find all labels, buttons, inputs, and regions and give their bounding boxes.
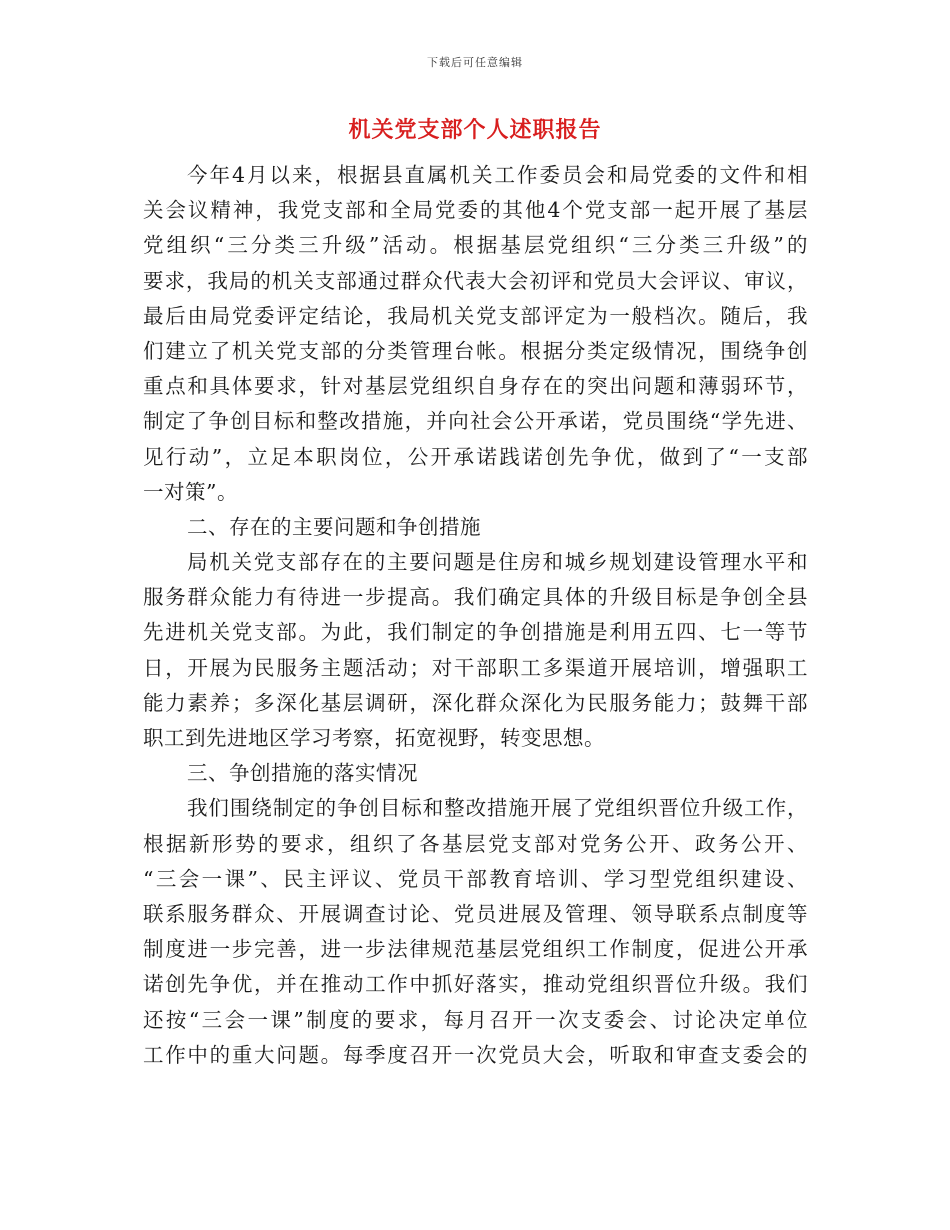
body-line: 们建立了机关党支部的分类管理台帐。根据分类定级情况，围绕争创 [143,338,808,363]
body-line: 根据新形势的要求，组织了各基层党支部对党务公开、政务公开、 [143,831,808,856]
header-note: 下载后可任意编辑 [427,56,523,69]
body-line: 还按“三会一课”制度的要求，每月召开一次支委会、讨论决定单位 [143,1007,808,1032]
body-line: 制定了争创目标和整改措施，并向社会公开承诺，党员围绕“学先进、 [143,409,808,434]
section-heading: 三、争创措施的落实情况 [187,761,418,786]
body-line: 能力素养；多深化基层调研，深化群众深化为民服务能力；鼓舞干部 [143,690,808,715]
body-line: 要求，我局的机关支部通过群众代表大会初评和党员大会评议、审议， [143,268,808,293]
body-line: 最后由局党委评定结论，我局机关党支部评定为一般档次。随后，我 [143,303,808,328]
body-line: 日，开展为民服务主题活动；对干部职工多渠道开展培训，增强职工 [143,655,808,680]
body-line: 工作中的重大问题。每季度召开一次党员大会，听取和审查支委会的 [143,1042,808,1067]
body-line: 重点和具体要求，针对基层党组织自身存在的突出问题和薄弱环节， [143,374,808,399]
document-body [143,158,808,1073]
body-line: 今年4月以来，根据县直属机关工作委员会和局党委的文件和相 [187,163,808,187]
body-line: 见行动”，立足本职岗位，公开承诺践诺创先争优，做到了“一支部 [143,444,808,469]
body-line: 一对策”。 [143,479,238,504]
body-line: 联系服务群众、开展调查讨论、党员进展及管理、领导联系点制度等 [143,901,808,926]
document-title: 机关党支部个人述职报告 [348,117,602,143]
body-line: 局机关党支部存在的主要问题是住房和城乡规划建设管理水平和 [187,550,808,575]
body-line: 关会议精神，我党支部和全局党委的其他4个党支部一起开展了基层 [143,198,808,223]
body-line: 党组织“三分类三升级”活动。根据基层党组织“三分类三升级”的 [143,233,808,258]
body-line: “三会一课”、民主评议、党员干部教育培训、学习型党组织建设、 [143,866,808,891]
body-line: 服务群众能力有待进一步提高。我们确定具体的升级目标是争创全县 [143,585,808,610]
body-line: 我们围绕制定的争创目标和整改措施开展了党组织晋位升级工作， [187,796,808,821]
body-line: 制度进一步完善，进一步法律规范基层党组织工作制度，促进公开承 [143,937,808,962]
body-line: 先进机关党支部。为此，我们制定的争创措施是利用五四、七一等节 [143,620,808,645]
body-line: 诺创先争优，并在推动工作中抓好落实，推动党组织晋位升级。我们 [143,972,808,997]
section-heading: 二、存在的主要问题和争创措施 [187,514,481,539]
body-line: 职工到先进地区学习考察，拓宽视野，转变思想。 [143,726,605,750]
